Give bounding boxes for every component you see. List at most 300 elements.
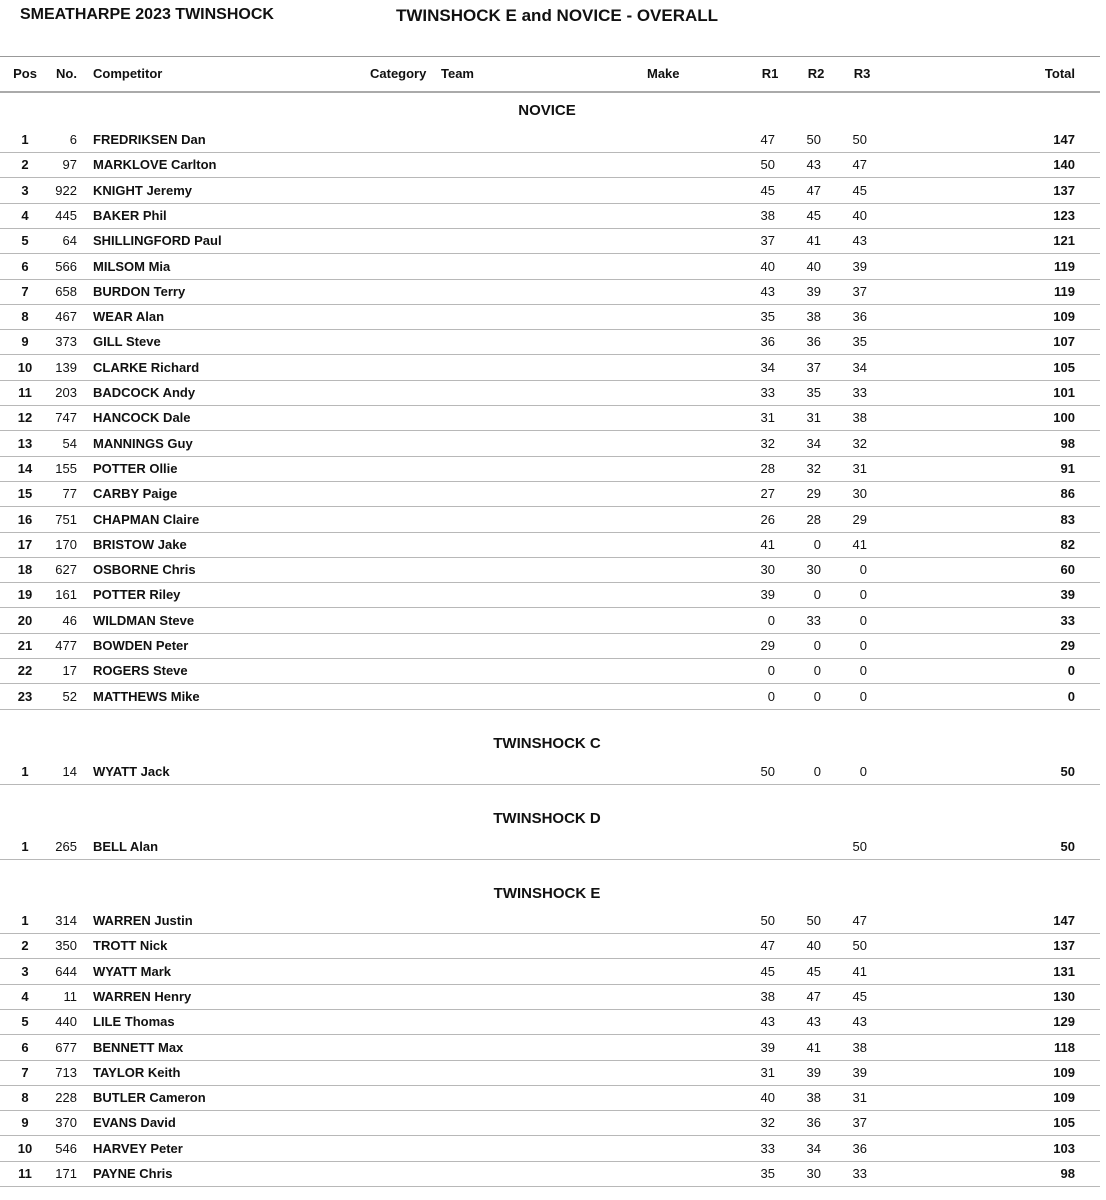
col-competitor: Competitor bbox=[93, 66, 163, 81]
rider-number-cell: 677 bbox=[55, 1039, 77, 1055]
competitor-name-cell: WARREN Justin bbox=[93, 913, 193, 928]
position-cell: 15 bbox=[17, 486, 33, 502]
round1-score-cell: 33 bbox=[760, 1140, 775, 1156]
round1-score-cell: 50 bbox=[760, 157, 775, 173]
total-score-cell: 119 bbox=[1054, 283, 1075, 299]
round3-score-cell: 39 bbox=[852, 258, 867, 274]
rider-number-cell: 747 bbox=[55, 410, 77, 426]
round1-score-cell: 0 bbox=[767, 688, 775, 704]
competitor-name-cell: BADCOCK Andy bbox=[93, 385, 196, 400]
round3-score-cell: 41 bbox=[852, 963, 867, 979]
total-score-cell: 137 bbox=[1053, 938, 1075, 954]
total-score-cell: 137 bbox=[1053, 182, 1075, 198]
total-score-cell: 129 bbox=[1053, 1014, 1075, 1030]
round1-score-cell: 32 bbox=[760, 435, 775, 451]
rider-number-cell: 97 bbox=[62, 157, 77, 173]
total-score-cell: 103 bbox=[1053, 1140, 1075, 1156]
round3-score-cell: 35 bbox=[852, 334, 867, 350]
round1-score-cell: 0 bbox=[767, 663, 775, 679]
table-row bbox=[0, 1110, 1100, 1136]
total-score-cell: 107 bbox=[1053, 334, 1075, 350]
position-cell: 11 bbox=[18, 1166, 32, 1181]
position-cell: 9 bbox=[21, 334, 29, 350]
table-row bbox=[0, 1009, 1100, 1035]
position-cell: 8 bbox=[21, 1090, 29, 1106]
position-cell: 7 bbox=[21, 1064, 29, 1080]
total-score-cell: 147 bbox=[1053, 132, 1075, 147]
competitor-name-cell: MANNINGS Guy bbox=[93, 435, 193, 451]
round3-score-cell: 36 bbox=[852, 309, 867, 325]
total-score-cell: 121 bbox=[1053, 233, 1075, 249]
table-row bbox=[0, 481, 1100, 507]
table-row bbox=[0, 908, 1100, 934]
round1-score-cell: 30 bbox=[760, 562, 775, 578]
rider-number-cell: 228 bbox=[55, 1090, 77, 1106]
competitor-name-cell: ROGERS Steve bbox=[93, 663, 188, 679]
round3-score-cell: 41 bbox=[852, 536, 867, 552]
round3-score-cell: 0 bbox=[859, 638, 867, 653]
total-score-cell: 101 bbox=[1053, 385, 1075, 400]
round1-score-cell: 34 bbox=[760, 359, 775, 375]
position-cell: 2 bbox=[21, 157, 29, 173]
total-score-cell: 98 bbox=[1060, 1166, 1075, 1181]
round3-score-cell: 0 bbox=[859, 562, 867, 578]
table-row bbox=[0, 152, 1100, 178]
position-cell: 6 bbox=[21, 258, 29, 274]
table-row bbox=[0, 1060, 1100, 1086]
round3-score-cell: 50 bbox=[852, 938, 867, 954]
competitor-name-cell: HARVEY Peter bbox=[93, 1140, 183, 1156]
position-cell: 10 bbox=[17, 359, 33, 375]
round1-score-cell: 35 bbox=[760, 1166, 775, 1181]
column-header-row bbox=[0, 66, 1100, 86]
round1-score-cell: 50 bbox=[760, 764, 775, 779]
round1-score-cell: 29 bbox=[760, 638, 775, 653]
round2-score-cell: 50 bbox=[806, 132, 821, 147]
round2-score-cell: 39 bbox=[806, 283, 821, 299]
competitor-name-cell: MARKLOVE Carlton bbox=[93, 157, 217, 173]
round1-score-cell: 47 bbox=[760, 938, 775, 954]
rider-number-cell: 46 bbox=[62, 612, 77, 628]
rider-number-cell: 171 bbox=[55, 1166, 77, 1181]
round1-score-cell: 31 bbox=[760, 410, 775, 426]
table-row bbox=[0, 178, 1100, 204]
total-score-cell: 131 bbox=[1053, 963, 1075, 979]
round1-score-cell: 37 bbox=[760, 233, 775, 249]
round2-score-cell: 47 bbox=[806, 182, 821, 198]
section-title: TWINSHOCK E bbox=[493, 885, 601, 902]
position-cell: 3 bbox=[21, 963, 29, 979]
col-total: Total bbox=[1044, 66, 1075, 81]
table-row bbox=[0, 127, 1100, 153]
rider-number-cell: 6 bbox=[69, 132, 77, 147]
competitor-name-cell: TROTT Nick bbox=[93, 938, 168, 954]
round3-score-cell: 37 bbox=[852, 1115, 867, 1131]
table-row bbox=[0, 405, 1100, 431]
competitor-name-cell: POTTER Ollie bbox=[93, 460, 178, 476]
position-cell: 11 bbox=[18, 385, 32, 400]
position-cell: 10 bbox=[17, 1140, 33, 1156]
rider-number-cell: 155 bbox=[55, 460, 77, 476]
rider-number-cell: 751 bbox=[55, 511, 77, 527]
round3-score-cell: 36 bbox=[852, 1140, 867, 1156]
competitor-name-cell: SHILLINGFORD Paul bbox=[93, 233, 222, 249]
round2-score-cell: 45 bbox=[806, 963, 821, 979]
round2-score-cell: 45 bbox=[806, 207, 821, 223]
round1-score-cell: 33 bbox=[760, 385, 775, 400]
table-row bbox=[0, 456, 1100, 482]
round2-score-cell: 43 bbox=[806, 157, 821, 173]
round3-score-cell: 31 bbox=[852, 460, 867, 476]
position-cell: 4 bbox=[21, 207, 29, 223]
competitor-name-cell: BRISTOW Jake bbox=[93, 536, 187, 552]
round2-score-cell: 34 bbox=[806, 1140, 821, 1156]
round1-score-cell: 38 bbox=[760, 207, 775, 223]
table-row bbox=[0, 304, 1100, 330]
total-score-cell: 91 bbox=[1060, 460, 1075, 476]
rider-number-cell: 566 bbox=[55, 258, 77, 274]
position-cell: 16 bbox=[17, 511, 33, 527]
col-make: Make bbox=[647, 66, 680, 81]
round3-score-cell: 39 bbox=[852, 1064, 867, 1080]
round3-score-cell: 34 bbox=[852, 359, 867, 375]
round3-score-cell: 40 bbox=[852, 207, 867, 223]
competitor-name-cell: LILE Thomas bbox=[93, 1014, 175, 1030]
rider-number-cell: 314 bbox=[55, 913, 77, 928]
round2-score-cell: 37 bbox=[806, 359, 821, 375]
round2-score-cell: 36 bbox=[806, 334, 821, 350]
round3-score-cell: 0 bbox=[859, 612, 867, 628]
rider-number-cell: 52 bbox=[62, 688, 77, 704]
round2-score-cell: 0 bbox=[813, 764, 821, 779]
col-r3: R3 bbox=[853, 66, 871, 81]
competitor-name-cell: WEAR Alan bbox=[93, 309, 165, 325]
round3-score-cell: 50 bbox=[852, 839, 867, 854]
rider-number-cell: 203 bbox=[55, 385, 77, 400]
total-score-cell: 33 bbox=[1060, 612, 1075, 628]
table-row bbox=[0, 633, 1100, 659]
round3-score-cell: 0 bbox=[859, 587, 867, 603]
position-cell: 23 bbox=[17, 688, 33, 704]
position-cell: 3 bbox=[21, 182, 29, 198]
rider-number-cell: 477 bbox=[55, 638, 77, 653]
competitor-name-cell: WYATT Mark bbox=[93, 963, 172, 979]
report-header bbox=[0, 6, 1106, 28]
total-score-cell: 119 bbox=[1054, 258, 1075, 274]
position-cell: 9 bbox=[21, 1115, 29, 1131]
round2-score-cell: 35 bbox=[806, 385, 821, 400]
round2-score-cell: 0 bbox=[813, 688, 821, 704]
total-score-cell: 83 bbox=[1060, 511, 1075, 527]
total-score-cell: 29 bbox=[1060, 638, 1075, 653]
rider-number-cell: 644 bbox=[55, 963, 77, 979]
total-score-cell: 130 bbox=[1053, 988, 1075, 1004]
competitor-name-cell: OSBORNE Chris bbox=[93, 562, 196, 578]
position-cell: 18 bbox=[17, 562, 33, 578]
round1-score-cell: 32 bbox=[760, 1115, 775, 1131]
competitor-name-cell: BURDON Terry bbox=[93, 283, 186, 299]
col-category: Category bbox=[370, 66, 427, 81]
rider-number-cell: 350 bbox=[55, 938, 77, 954]
total-score-cell: 105 bbox=[1053, 359, 1075, 375]
position-cell: 5 bbox=[21, 1014, 29, 1030]
position-cell: 1 bbox=[21, 132, 29, 147]
round1-score-cell: 31 bbox=[760, 1064, 775, 1080]
competitor-name-cell: CARBY Paige bbox=[93, 486, 178, 502]
total-score-cell: 109 bbox=[1053, 1090, 1075, 1106]
round1-score-cell: 45 bbox=[760, 963, 775, 979]
column-header-divider bbox=[0, 91, 1100, 93]
competitor-name-cell: BOWDEN Peter bbox=[93, 638, 189, 653]
round3-score-cell: 45 bbox=[852, 182, 867, 198]
table-row bbox=[0, 959, 1100, 985]
table-row bbox=[0, 532, 1100, 558]
round2-score-cell: 40 bbox=[806, 258, 821, 274]
table-row bbox=[0, 1085, 1100, 1111]
competitor-name-cell: KNIGHT Jeremy bbox=[93, 182, 192, 198]
rider-number-cell: 265 bbox=[55, 839, 77, 854]
rider-number-cell: 77 bbox=[62, 486, 77, 502]
total-score-cell: 109 bbox=[1053, 1064, 1075, 1080]
competitor-name-cell: EVANS David bbox=[93, 1115, 176, 1131]
round3-score-cell: 50 bbox=[852, 132, 867, 147]
round1-score-cell: 26 bbox=[760, 511, 775, 527]
total-score-cell: 60 bbox=[1060, 562, 1075, 578]
round2-score-cell: 0 bbox=[813, 638, 821, 653]
competitor-name-cell: TAYLOR Keith bbox=[93, 1064, 181, 1080]
competitor-name-cell: FREDRIKSEN Dan bbox=[93, 132, 206, 147]
header-divider bbox=[0, 56, 1100, 57]
total-score-cell: 140 bbox=[1053, 157, 1075, 173]
table-row bbox=[0, 380, 1100, 406]
competitor-name-cell: CLARKE Richard bbox=[93, 359, 200, 375]
round2-score-cell: 30 bbox=[806, 562, 821, 578]
position-cell: 4 bbox=[21, 988, 29, 1004]
total-score-cell: 118 bbox=[1054, 1039, 1075, 1055]
round3-score-cell: 47 bbox=[852, 157, 867, 173]
table-row bbox=[0, 329, 1100, 355]
round2-score-cell: 47 bbox=[806, 988, 821, 1004]
round3-score-cell: 0 bbox=[859, 688, 867, 704]
round2-score-cell: 0 bbox=[813, 663, 821, 679]
table-row bbox=[0, 279, 1100, 305]
round2-score-cell: 28 bbox=[806, 511, 821, 527]
rider-number-cell: 64 bbox=[62, 233, 77, 249]
report-title: TWINSHOCK E and NOVICE - OVERALL bbox=[396, 6, 719, 25]
table-row bbox=[0, 582, 1100, 608]
round1-score-cell: 39 bbox=[760, 1039, 775, 1055]
col-team: Team bbox=[441, 66, 474, 81]
total-score-cell: 147 bbox=[1053, 913, 1075, 928]
rider-number-cell: 17 bbox=[62, 663, 77, 679]
total-score-cell: 50 bbox=[1060, 764, 1075, 779]
total-score-cell: 0 bbox=[1067, 663, 1075, 679]
total-score-cell: 123 bbox=[1053, 207, 1075, 223]
position-cell: 22 bbox=[17, 663, 33, 679]
round3-score-cell: 37 bbox=[852, 283, 867, 299]
round1-score-cell: 41 bbox=[760, 536, 775, 552]
round3-score-cell: 33 bbox=[852, 385, 867, 400]
competitor-name-cell: HANCOCK Dale bbox=[93, 410, 191, 426]
position-cell: 6 bbox=[21, 1039, 29, 1055]
total-score-cell: 39 bbox=[1060, 587, 1075, 603]
total-score-cell: 100 bbox=[1053, 410, 1075, 426]
table-row bbox=[0, 1035, 1100, 1061]
rider-number-cell: 627 bbox=[55, 562, 77, 578]
position-cell: 1 bbox=[21, 764, 29, 779]
rider-number-cell: 546 bbox=[55, 1140, 77, 1156]
table-row bbox=[0, 254, 1100, 280]
total-score-cell: 50 bbox=[1060, 839, 1075, 854]
competitor-name-cell: WYATT Jack bbox=[93, 764, 170, 779]
rider-number-cell: 467 bbox=[55, 309, 77, 325]
total-score-cell: 105 bbox=[1053, 1115, 1075, 1131]
table-row bbox=[0, 1161, 1100, 1187]
rider-number-cell: 14 bbox=[62, 764, 77, 779]
rider-number-cell: 713 bbox=[55, 1064, 77, 1080]
table-row bbox=[0, 608, 1100, 634]
round2-score-cell: 36 bbox=[806, 1115, 821, 1131]
position-cell: 2 bbox=[21, 938, 29, 954]
round3-score-cell: 0 bbox=[859, 663, 867, 679]
round1-score-cell: 35 bbox=[760, 309, 775, 325]
round2-score-cell: 31 bbox=[806, 410, 821, 426]
competitor-name-cell: PAYNE Chris bbox=[93, 1166, 173, 1181]
round1-score-cell: 36 bbox=[760, 334, 775, 350]
round1-score-cell: 47 bbox=[760, 132, 775, 147]
round2-score-cell: 40 bbox=[806, 938, 821, 954]
round2-score-cell: 39 bbox=[806, 1064, 821, 1080]
round3-score-cell: 38 bbox=[852, 1039, 867, 1055]
round1-score-cell: 40 bbox=[760, 1090, 775, 1106]
table-row bbox=[0, 431, 1100, 457]
round2-score-cell: 0 bbox=[813, 587, 821, 603]
position-cell: 19 bbox=[17, 587, 33, 603]
col-pos: Pos bbox=[13, 66, 37, 81]
rider-number-cell: 54 bbox=[62, 435, 77, 451]
table-row bbox=[0, 684, 1100, 710]
section-title: NOVICE bbox=[518, 102, 576, 119]
round2-score-cell: 34 bbox=[806, 435, 821, 451]
rider-number-cell: 373 bbox=[55, 334, 77, 350]
position-cell: 13 bbox=[17, 435, 33, 451]
competitor-name-cell: WILDMAN Steve bbox=[93, 612, 195, 628]
round1-score-cell: 38 bbox=[760, 988, 775, 1004]
round2-score-cell: 33 bbox=[806, 612, 821, 628]
round3-score-cell: 45 bbox=[852, 988, 867, 1004]
round1-score-cell: 43 bbox=[760, 1014, 775, 1030]
table-row bbox=[0, 507, 1100, 533]
rider-number-cell: 370 bbox=[55, 1115, 77, 1131]
section-title: TWINSHOCK D bbox=[493, 810, 601, 827]
round1-score-cell: 50 bbox=[760, 913, 775, 928]
round3-score-cell: 0 bbox=[859, 764, 867, 779]
competitor-name-cell: BAKER Phil bbox=[93, 207, 167, 223]
event-name: SMEATHARPE 2023 TWINSHOCK bbox=[20, 6, 274, 23]
position-cell: 12 bbox=[17, 410, 33, 426]
competitor-name-cell: BENNETT Max bbox=[93, 1039, 184, 1055]
position-cell: 1 bbox=[21, 839, 29, 854]
rider-number-cell: 170 bbox=[55, 536, 77, 552]
round1-score-cell: 43 bbox=[760, 283, 775, 299]
col-r2: R2 bbox=[807, 66, 825, 81]
table-row bbox=[0, 834, 1100, 860]
rider-number-cell: 139 bbox=[55, 359, 77, 375]
table-row bbox=[0, 984, 1100, 1010]
round3-score-cell: 33 bbox=[852, 1166, 867, 1181]
rider-number-cell: 445 bbox=[55, 207, 77, 223]
round3-score-cell: 29 bbox=[852, 511, 867, 527]
position-cell: 21 bbox=[17, 638, 33, 653]
total-score-cell: 109 bbox=[1053, 309, 1075, 325]
round3-score-cell: 30 bbox=[852, 486, 867, 502]
position-cell: 7 bbox=[21, 283, 29, 299]
table-row bbox=[0, 933, 1100, 959]
rider-number-cell: 922 bbox=[55, 182, 77, 198]
table-row bbox=[0, 228, 1100, 254]
round2-score-cell: 29 bbox=[806, 486, 821, 502]
competitor-name-cell: GILL Steve bbox=[93, 334, 161, 350]
col-r1: R1 bbox=[761, 66, 779, 81]
round1-score-cell: 40 bbox=[760, 258, 775, 274]
table-row bbox=[0, 759, 1100, 785]
round2-score-cell: 43 bbox=[806, 1014, 821, 1030]
table-row bbox=[0, 557, 1100, 583]
round3-score-cell: 31 bbox=[852, 1090, 867, 1106]
rider-number-cell: 658 bbox=[55, 283, 77, 299]
round2-score-cell: 38 bbox=[806, 309, 821, 325]
position-cell: 1 bbox=[21, 913, 29, 928]
competitor-name-cell: MILSOM Mia bbox=[93, 258, 171, 274]
position-cell: 20 bbox=[17, 612, 33, 628]
table-row bbox=[0, 203, 1100, 229]
round3-score-cell: 32 bbox=[852, 435, 867, 451]
competitor-name-cell: BELL Alan bbox=[93, 839, 159, 854]
round1-score-cell: 45 bbox=[760, 182, 775, 198]
round2-score-cell: 41 bbox=[806, 233, 821, 249]
round2-score-cell: 50 bbox=[806, 913, 821, 928]
round3-score-cell: 47 bbox=[852, 913, 867, 928]
round3-score-cell: 38 bbox=[852, 410, 867, 426]
total-score-cell: 82 bbox=[1060, 536, 1075, 552]
round2-score-cell: 41 bbox=[806, 1039, 821, 1055]
round3-score-cell: 43 bbox=[852, 233, 867, 249]
table-row bbox=[0, 355, 1100, 381]
rider-number-cell: 11 bbox=[63, 988, 77, 1004]
round2-score-cell: 30 bbox=[806, 1166, 821, 1181]
round1-score-cell: 28 bbox=[760, 460, 775, 476]
round2-score-cell: 38 bbox=[806, 1090, 821, 1106]
section-title: TWINSHOCK C bbox=[493, 735, 601, 752]
total-score-cell: 98 bbox=[1060, 435, 1075, 451]
round1-score-cell: 39 bbox=[760, 587, 775, 603]
total-score-cell: 86 bbox=[1060, 486, 1075, 502]
competitor-name-cell: WARREN Henry bbox=[93, 988, 192, 1004]
position-cell: 14 bbox=[17, 460, 33, 476]
total-score-cell: 0 bbox=[1067, 688, 1075, 704]
round2-score-cell: 32 bbox=[806, 460, 821, 476]
round3-score-cell: 43 bbox=[852, 1014, 867, 1030]
competitor-name-cell: CHAPMAN Claire bbox=[93, 511, 200, 527]
rider-number-cell: 440 bbox=[55, 1014, 77, 1030]
competitor-name-cell: MATTHEWS Mike bbox=[93, 688, 200, 704]
rider-number-cell: 161 bbox=[55, 587, 77, 603]
round2-score-cell: 0 bbox=[813, 536, 821, 552]
position-cell: 5 bbox=[21, 233, 29, 249]
round1-score-cell: 0 bbox=[767, 612, 775, 628]
round1-score-cell: 27 bbox=[760, 486, 775, 502]
table-row bbox=[0, 658, 1100, 684]
